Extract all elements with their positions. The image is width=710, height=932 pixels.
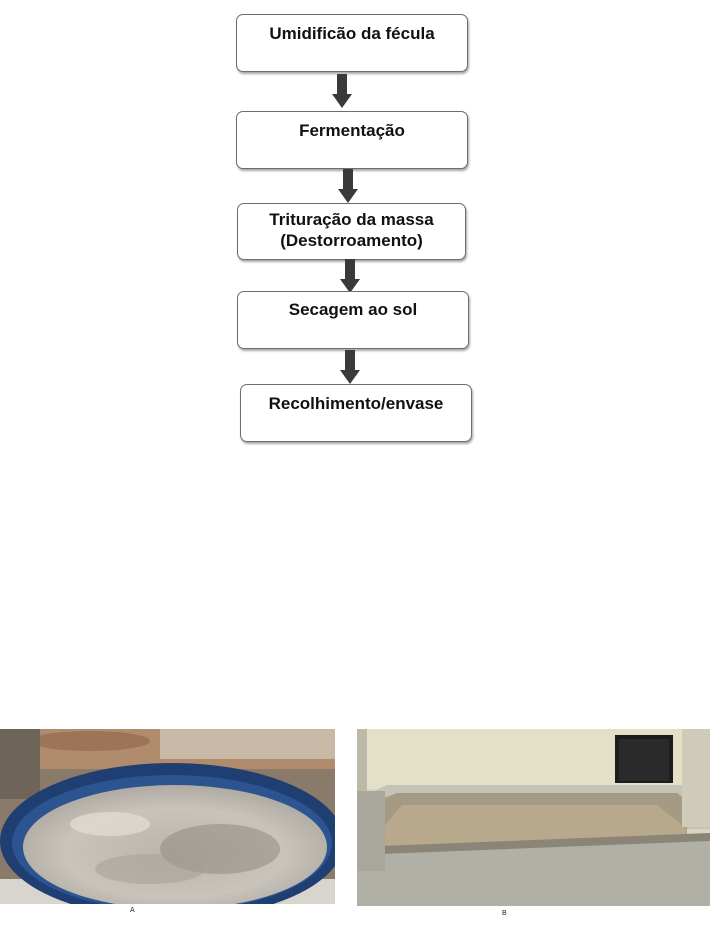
- step-box-secagem: [237, 291, 469, 349]
- step-label: Fermentação: [299, 121, 405, 140]
- step-label-line-1: Trituração da massa: [269, 210, 434, 229]
- step-label-line-2: (Destorroamento): [280, 231, 423, 250]
- step-label: Recolhimento/envase: [268, 394, 444, 413]
- step-label: Umidificão da fécula: [269, 24, 435, 43]
- arrow-down-icon: [338, 169, 358, 203]
- arrow-down-icon: [332, 74, 352, 108]
- step-box-trituracao: [237, 203, 466, 260]
- step-box-fermentacao: [236, 111, 468, 169]
- photo-b-caption: B: [502, 910, 507, 917]
- photo-a-caption: A: [130, 907, 135, 914]
- step-label: Secagem ao sol: [288, 300, 418, 319]
- step-box-umidificacao: [236, 14, 468, 72]
- photo-b-tank: [357, 729, 710, 906]
- photo-a-basin: [0, 729, 335, 904]
- step-box-recolhimento: [240, 384, 472, 442]
- arrow-down-icon: [340, 350, 360, 384]
- arrow-down-icon: [340, 259, 360, 293]
